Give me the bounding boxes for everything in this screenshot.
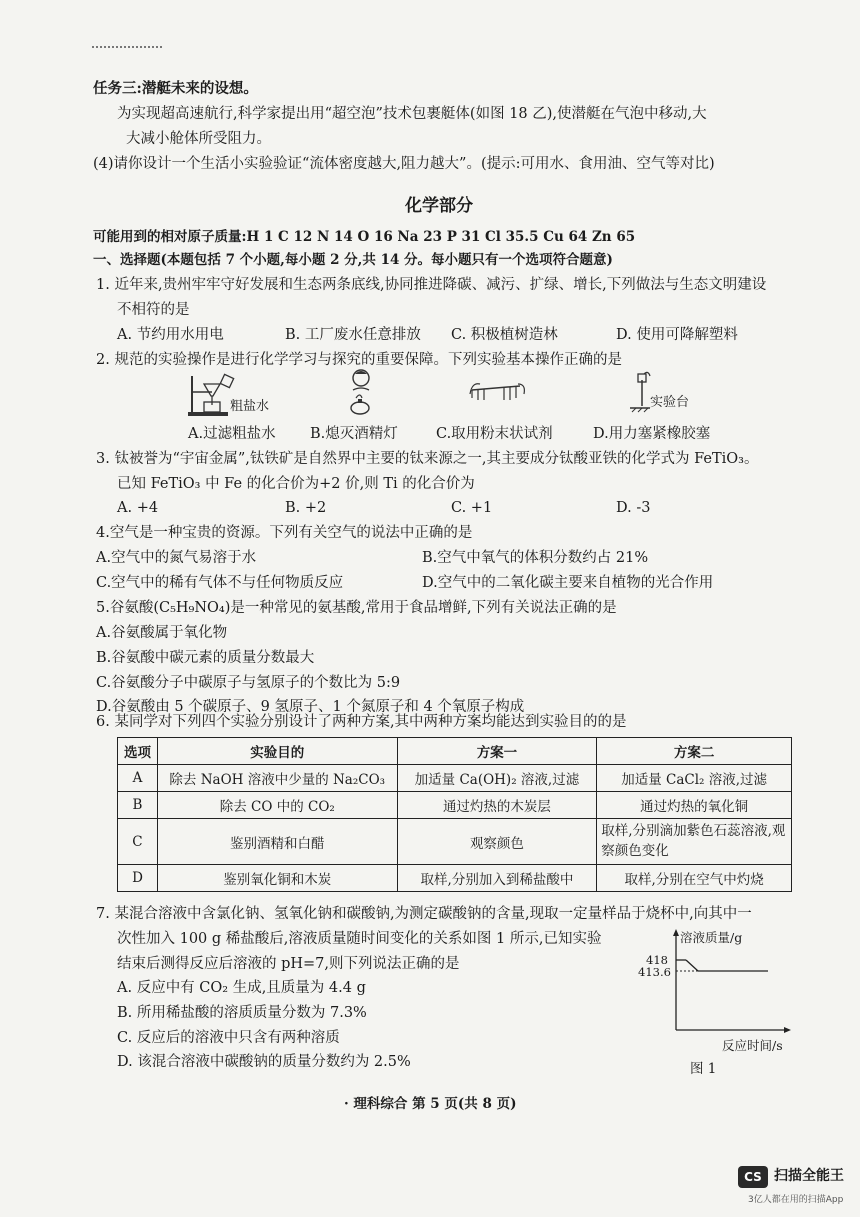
q6-cell: 取样,分别加入到稀盐酸中 bbox=[397, 865, 597, 892]
camscanner-name: 扫描全能王 bbox=[774, 1168, 844, 1184]
q5-option-a: A.谷氨酸属于氧化物 bbox=[96, 625, 228, 641]
cropped-header-remnant bbox=[92, 46, 162, 56]
q7-option-d: D. 该混合溶液中碳酸钠的质量分数约为 2.5% bbox=[117, 1054, 411, 1070]
q6-cell: 观察颜色 bbox=[397, 819, 597, 865]
q6-cell: 鉴别酒精和白醋 bbox=[157, 819, 397, 865]
q6-cell: 通过灼热的木炭层 bbox=[397, 792, 597, 819]
task3-title: 任务三:潜艇未来的设想。 bbox=[93, 80, 258, 97]
q6-cell: B bbox=[118, 792, 158, 819]
q4-option-b: B.空气中氧气的体积分数约占 21% bbox=[422, 550, 649, 566]
graph-y-axis-arrow bbox=[673, 929, 679, 936]
blow-lamp-illustration bbox=[340, 368, 380, 420]
q4-option-a: A.空气中的氮气易溶于水 bbox=[96, 550, 257, 566]
section1-heading: 一、选择题(本题包括 7 个小题,每小题 2 分,共 14 分。每小题只有一个选项符合题意) bbox=[93, 252, 613, 268]
q6-header-plan2: 方案二 bbox=[597, 738, 792, 765]
graph-ylabel: 溶液质量/g bbox=[680, 930, 743, 945]
q1-option-d: D. 使用可降解塑料 bbox=[616, 327, 738, 343]
task3-paragraph-line2: 大减小舱体所受阻力。 bbox=[126, 131, 271, 147]
q4-option-c: C.空气中的稀有气体不与任何物质反应 bbox=[96, 575, 344, 591]
q5-stem: 5.谷氨酸(C₅H₉NO₄)是一种常见的氨基酸,常用于食品增鲜,下列有关说法正确的是 bbox=[96, 600, 617, 616]
q6-stem: 6. 某同学对下列四个实验分别设计了两种方案,其中两种方案均能达到实验目的的是 bbox=[96, 714, 627, 730]
q7-stem-line2: 次性加入 100 g 稀盐酸后,溶液质量随时间变化的关系如图 1 所示,已知实验 bbox=[117, 931, 602, 947]
page-footer: · 理科综合 第 5 页(共 8 页) bbox=[344, 1096, 517, 1112]
q7-option-a: A. 反应中有 CO₂ 生成,且质量为 4.4 g bbox=[117, 980, 366, 996]
q2-stem: 2. 规范的实验操作是进行化学学习与探究的重要保障。下列实验基本操作正确的是 bbox=[96, 352, 622, 368]
q6-cell: 取样,分别滴加紫色石蕊溶液,观察颜色变化 bbox=[597, 819, 792, 865]
task3-paragraph-line1: 为实现超高速航行,科学家提出用“超空泡”技术包裹艇体(如图 18 乙),使潜艇在气泡中移动,大 bbox=[117, 106, 707, 122]
q6-cell: 除去 NaOH 溶液中少量的 Na₂CO₃ bbox=[157, 765, 397, 792]
graph-tick-418: 418 bbox=[646, 953, 668, 967]
q4-option-d: D.空气中的二氧化碳主要来自植物的光合作用 bbox=[422, 575, 714, 591]
q1-stem-line1: 1. 近年来,贵州牢牢守好发展和生态两条底线,协同推进降碳、减污、扩绿、增长,下列做法与生态文明建设 bbox=[96, 277, 767, 293]
chemistry-heading: 化学部分 bbox=[405, 196, 473, 216]
q6-cell: C bbox=[118, 819, 158, 865]
camscanner-logo-icon: CS bbox=[738, 1166, 768, 1188]
q3-stem-line2: 已知 FeTiO₃ 中 Fe 的化合价为+2 价,则 Ti 的化合价为 bbox=[117, 476, 475, 492]
q2-label-crude-salt: 粗盐水 bbox=[230, 399, 270, 414]
q6-cell: 取样,分别在空气中灼烧 bbox=[597, 865, 792, 892]
powder-reagent-illustration bbox=[468, 380, 528, 414]
q5-option-b: B.谷氨酸中碳元素的质量分数最大 bbox=[96, 650, 315, 666]
q1-option-c: C. 积极植树造林 bbox=[451, 327, 558, 343]
q6-cell: 加适量 CaCl₂ 溶液,过滤 bbox=[597, 765, 792, 792]
table-row bbox=[118, 765, 792, 792]
q6-table bbox=[117, 737, 792, 892]
q6-cell: 加适量 Ca(OH)₂ 溶液,过滤 bbox=[397, 765, 597, 792]
q2-option-b: B.熄灭酒精灯 bbox=[310, 426, 398, 442]
table-row bbox=[118, 865, 792, 892]
graph-tick-413: 413.6 bbox=[638, 965, 671, 979]
stopper-illustration bbox=[630, 370, 720, 416]
q2-option-d: D.用力塞紧橡胶塞 bbox=[593, 426, 711, 442]
q3-option-b: B. +2 bbox=[285, 500, 327, 516]
q7-stem-line3: 结束后测得反应后溶液的 pH=7,则下列说法正确的是 bbox=[117, 956, 460, 972]
figure1-caption: 图 1 bbox=[690, 1061, 717, 1077]
q2-option-c: C.取用粉末状试剂 bbox=[436, 426, 553, 442]
graph-xlabel: 反应时间/s bbox=[722, 1038, 783, 1053]
q5-option-d: D.谷氨酸由 5 个碳原子、9 氢原子、1 个氮原子和 4 个氧原子构成 bbox=[96, 699, 525, 715]
q7-stem-line1: 7. 某混合溶液中含氯化钠、氢氧化钠和碳酸钠,为测定碳酸钠的含量,现取一定量样品于烧杯中,向其中一 bbox=[96, 906, 752, 922]
camscanner-tagline: 3亿人都在用的扫描App bbox=[748, 1195, 844, 1205]
q3-stem-line1: 3. 钛被誉为“宇宙金属”,钛铁矿是自然界中主要的钛来源之一,其主要成分钛酸亚铁的化学式为 FeTiO₃。 bbox=[96, 451, 759, 467]
q7-option-b: B. 所用稀盐酸的溶质质量分数为 7.3% bbox=[117, 1005, 367, 1021]
q5-option-c: C.谷氨酸分子中碳原子与氢原子的个数比为 5:9 bbox=[96, 675, 401, 691]
q3-option-d: D. -3 bbox=[616, 500, 651, 516]
q4-stem: 4.空气是一种宝贵的资源。下列有关空气的说法中正确的是 bbox=[96, 525, 473, 541]
q1-option-a: A. 节约用水用电 bbox=[117, 327, 224, 343]
table-row bbox=[118, 792, 792, 819]
graph-x-axis-arrow bbox=[784, 1027, 791, 1033]
task3-question4: (4)请你设计一个生活小实验验证“流体密度越大,阻力越大”。(提示:可用水、食用油、空气等对比) bbox=[93, 156, 715, 172]
q6-header-purpose: 实验目的 bbox=[157, 738, 397, 765]
q6-cell: 鉴别氧化铜和木炭 bbox=[157, 865, 397, 892]
q2-option-a: A.过滤粗盐水 bbox=[188, 426, 276, 442]
q3-option-a: A. +4 bbox=[117, 500, 159, 516]
q7-option-c: C. 反应后的溶液中只含有两种溶质 bbox=[117, 1030, 340, 1046]
atomic-mass-line: 可能用到的相对原子质量:H 1 C 12 N 14 O 16 Na 23 P 31 Cl 35.5 Cu 64 Zn 65 bbox=[93, 229, 636, 245]
graph-curve-drop bbox=[686, 960, 698, 971]
q6-table-header-row bbox=[118, 738, 792, 765]
q6-cell: 除去 CO 中的 CO₂ bbox=[157, 792, 397, 819]
figure1-graph bbox=[628, 926, 798, 1056]
q6-cell: 通过灼热的氧化铜 bbox=[597, 792, 792, 819]
q6-header-plan1: 方案一 bbox=[397, 738, 597, 765]
q6-header-option: 选项 bbox=[118, 738, 158, 765]
q6-cell: A bbox=[118, 765, 158, 792]
q1-option-b: B. 工厂废水任意排放 bbox=[285, 327, 421, 343]
table-row bbox=[118, 819, 792, 865]
q3-option-c: C. +1 bbox=[451, 500, 493, 516]
q1-stem-line2: 不相符的是 bbox=[117, 302, 190, 318]
filtration-illustration bbox=[186, 372, 286, 422]
q2-label-lab-bench: 实验台 bbox=[650, 395, 690, 410]
q6-cell: D bbox=[118, 865, 158, 892]
